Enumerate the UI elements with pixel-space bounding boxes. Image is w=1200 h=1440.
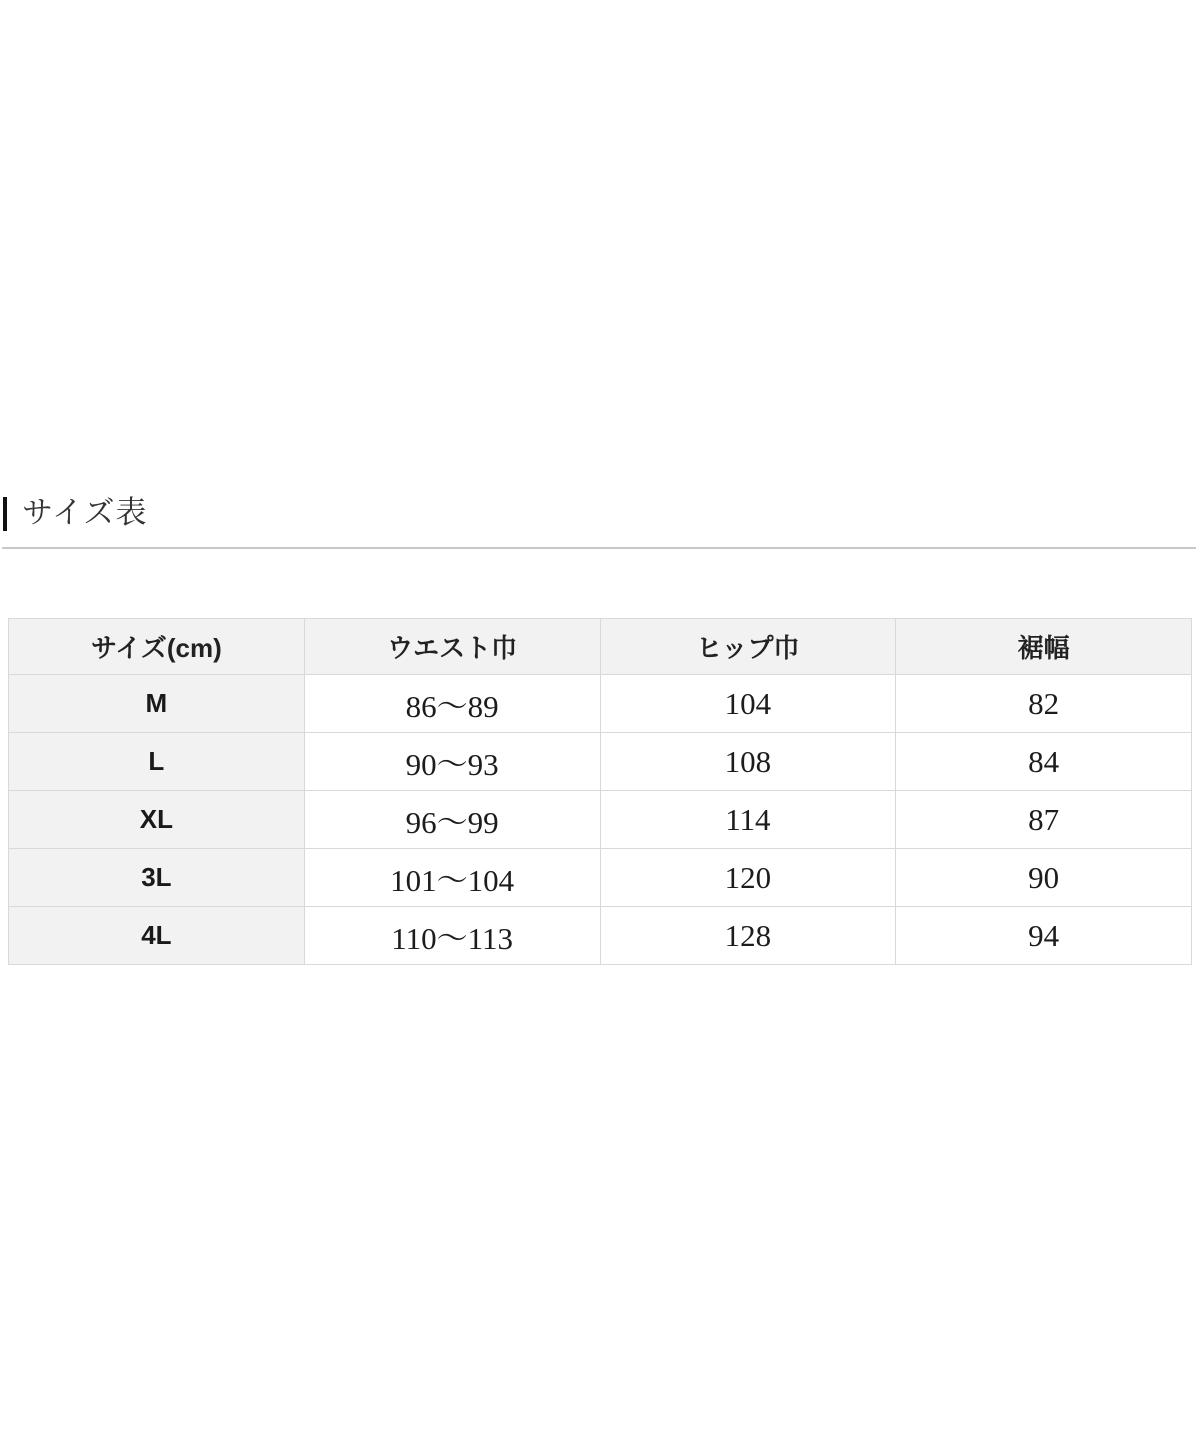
column-header-size: サイズ(cm)	[9, 619, 305, 675]
section-title: サイズ表	[22, 495, 148, 530]
waist-value: 101〜104	[304, 849, 600, 907]
section-title-accent-bar	[3, 497, 7, 531]
table-row	[9, 791, 1192, 849]
hip-value: 114	[600, 791, 896, 849]
size-label: M	[9, 675, 305, 733]
hip-value: 108	[600, 733, 896, 791]
column-header-hem: 裾幅	[896, 619, 1192, 675]
column-header-hip: ヒップ巾	[600, 619, 896, 675]
table-row	[9, 849, 1192, 907]
hip-value: 128	[600, 907, 896, 965]
size-label: XL	[9, 791, 305, 849]
waist-value: 90〜93	[304, 733, 600, 791]
hip-value: 120	[600, 849, 896, 907]
table-header-row	[9, 619, 1192, 675]
hem-value: 82	[896, 675, 1192, 733]
column-header-waist: ウエスト巾	[304, 619, 600, 675]
hem-value: 87	[896, 791, 1192, 849]
hem-value: 84	[896, 733, 1192, 791]
hem-value: 90	[896, 849, 1192, 907]
size-label: 3L	[9, 849, 305, 907]
waist-value: 96〜99	[304, 791, 600, 849]
section-divider	[2, 547, 1196, 549]
table-row	[9, 675, 1192, 733]
waist-value: 86〜89	[304, 675, 600, 733]
hip-value: 104	[600, 675, 896, 733]
table-row	[9, 733, 1192, 791]
hem-value: 94	[896, 907, 1192, 965]
size-label: 4L	[9, 907, 305, 965]
size-label: L	[9, 733, 305, 791]
table-row	[9, 907, 1192, 965]
waist-value: 110〜113	[304, 907, 600, 965]
size-chart-table	[8, 618, 1192, 965]
